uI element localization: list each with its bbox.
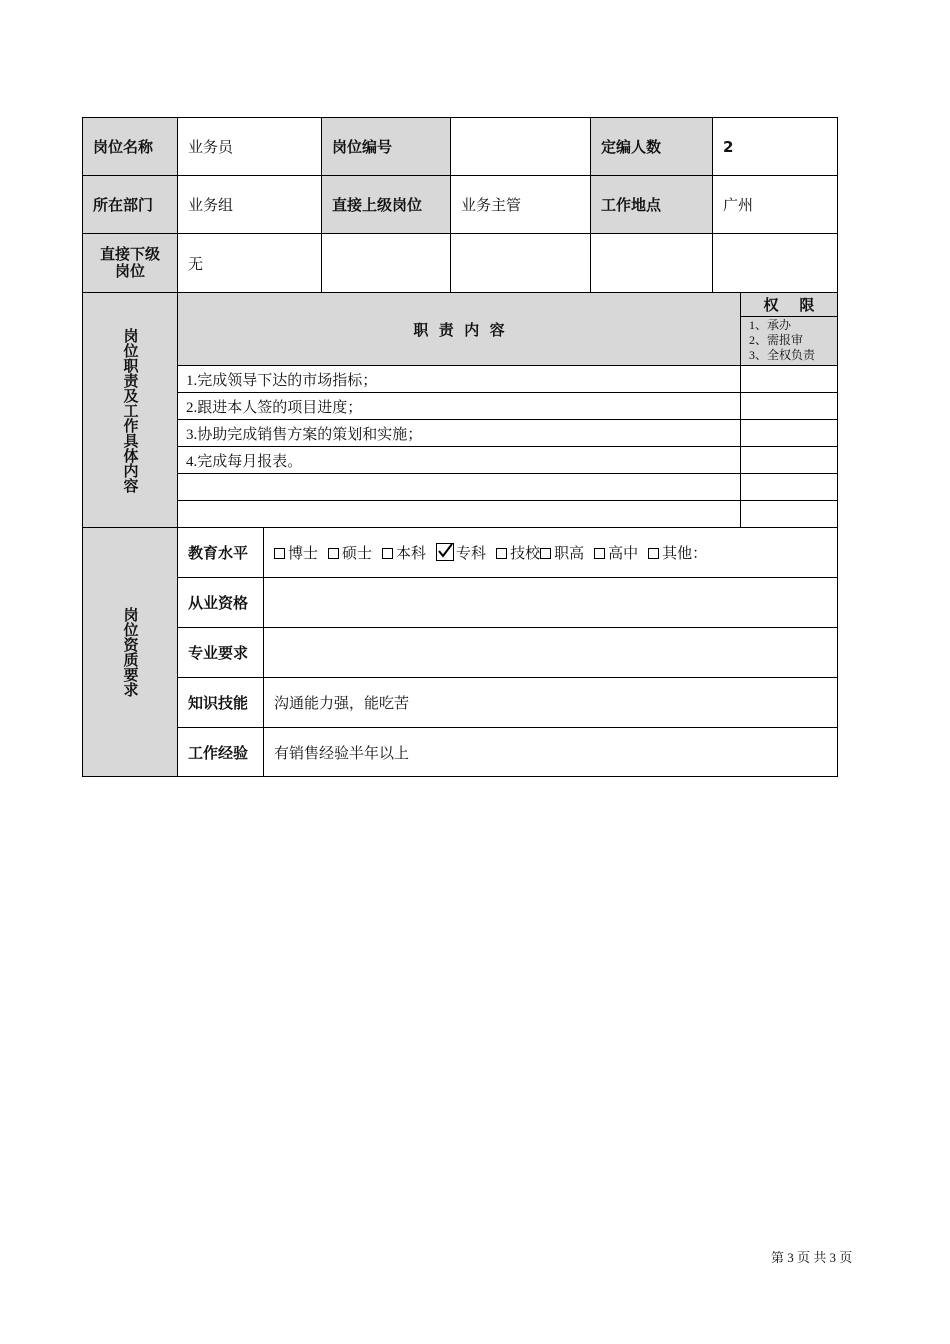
experience-label: 工作经验	[177, 727, 264, 777]
qualifications-section-label	[82, 527, 178, 777]
duty-item: 4.完成每月报表。	[177, 446, 741, 474]
authority-header: 权 限	[741, 293, 837, 317]
experience-value: 有销售经验半年以上	[263, 727, 838, 777]
education-option[interactable]	[648, 542, 707, 563]
empty-cell	[450, 233, 591, 293]
education-option[interactable]	[328, 542, 372, 563]
education-option-label: 本科	[396, 546, 427, 562]
education-option[interactable]	[382, 542, 426, 563]
subordinate-value: 无	[177, 233, 322, 293]
education-option-label: 博士	[288, 546, 319, 562]
checkbox-icon[interactable]	[382, 548, 393, 559]
supervisor-label: 直接上级岗位	[321, 175, 451, 234]
skills-label: 知识技能	[177, 677, 264, 728]
qualifications-section-label-text: 岗位资质要求	[121, 607, 140, 697]
duty-authority-cell	[740, 473, 838, 501]
education-option-selected[interactable]	[436, 542, 486, 563]
empty-cell	[712, 233, 838, 293]
education-option-label: 高中	[608, 546, 639, 562]
authority-legend-item: 2、需报审	[749, 333, 804, 347]
checkbox-icon[interactable]	[274, 548, 285, 559]
duty-item	[177, 473, 741, 501]
duties-section-label-text: 岗位职责及工作具体内容	[121, 327, 140, 493]
education-option[interactable]	[496, 542, 540, 563]
duty-authority-cell	[740, 365, 838, 393]
duty-item	[177, 500, 741, 528]
certification-label: 从业资格	[177, 577, 264, 628]
checkbox-icon[interactable]	[594, 548, 605, 559]
department-value: 业务组	[177, 175, 322, 234]
job-number-value	[450, 117, 591, 176]
headcount-label: 定编人数	[590, 117, 713, 176]
education-option[interactable]	[540, 542, 584, 563]
duty-item: 3.协助完成销售方案的策划和实施；	[177, 419, 741, 447]
authority-header-cell	[740, 292, 838, 366]
department-label: 所在部门	[82, 175, 178, 234]
duty-authority-cell	[740, 419, 838, 447]
duty-item: 1.完成领导下达的市场指标；	[177, 365, 741, 393]
education-option-label: 硕士	[342, 546, 373, 562]
education-option-label: 职高	[554, 546, 585, 562]
checkbox-icon[interactable]	[540, 548, 551, 559]
job-title-value: 业务员	[177, 117, 322, 176]
empty-cell	[590, 233, 713, 293]
duty-authority-cell	[740, 392, 838, 420]
duty-item: 2.跟进本人签的项目进度；	[177, 392, 741, 420]
education-label: 教育水平	[177, 527, 264, 578]
education-option[interactable]	[594, 542, 638, 563]
work-location-value: 广州	[712, 175, 838, 234]
job-title-label: 岗位名称	[82, 117, 178, 176]
certification-value	[263, 577, 838, 628]
education-option-label: 技校	[510, 546, 541, 562]
subordinate-label: 直接下级岗位	[82, 233, 178, 293]
supervisor-value: 业务主管	[450, 175, 591, 234]
duty-authority-cell	[740, 446, 838, 474]
checkbox-icon[interactable]	[648, 548, 659, 559]
authority-legend-item: 3、全权负责	[749, 348, 816, 362]
education-option-label: 专科	[456, 546, 487, 562]
empty-cell	[321, 233, 451, 293]
authority-legend	[749, 318, 815, 363]
checkbox-icon[interactable]	[328, 548, 339, 559]
headcount-value: 2	[712, 117, 838, 176]
education-options	[263, 527, 838, 578]
duty-content-header: 职 责 内 容	[177, 292, 741, 366]
checkbox-icon[interactable]	[496, 548, 507, 559]
duty-authority-cell	[740, 500, 838, 528]
major-label: 专业要求	[177, 627, 264, 678]
major-value	[263, 627, 838, 678]
skills-value: 沟通能力强，能吃苦	[263, 677, 838, 728]
education-option-label: 其他：	[662, 546, 708, 562]
checked-checkbox-icon[interactable]	[436, 543, 454, 561]
page-number: 第 3 页 共 3 页	[771, 1250, 853, 1265]
job-number-label: 岗位编号	[321, 117, 451, 176]
education-option[interactable]	[274, 542, 318, 563]
duties-section-label	[82, 292, 178, 528]
work-location-label: 工作地点	[590, 175, 713, 234]
authority-legend-item: 1、承办	[749, 318, 792, 332]
